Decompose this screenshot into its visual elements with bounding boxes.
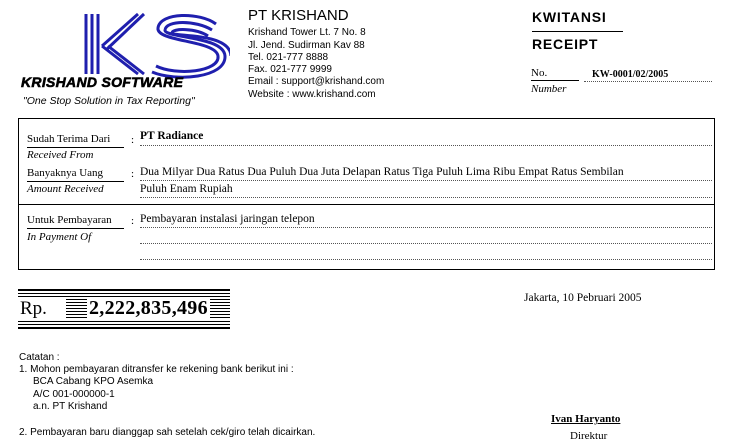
amount-in-words-line-1: Dua Milyar Dua Ratus Dua Puluh Dua Juta Delapan Ratus Tiga Puluh Lima Ribu Empat Ratus Sembilan — [140, 166, 624, 178]
label-underline — [27, 181, 124, 182]
note-bank-line: BCA Cabang KPO Asemka — [33, 376, 154, 387]
receipt-no-underline — [531, 80, 579, 81]
dotted-line — [140, 180, 712, 181]
dotted-line — [140, 227, 712, 228]
colon: : — [131, 215, 135, 227]
colon: : — [131, 134, 135, 146]
company-address-line: Krishand Tower Lt. 7 No. 8 — [248, 27, 366, 38]
note-line: 1. Mohon pembayaran ditransfer ke rekening bank berikut ini : — [19, 364, 294, 375]
dotted-line — [140, 243, 712, 244]
logo-wordmark: KRISHAND SOFTWARE — [21, 74, 184, 90]
receipt-title-id: KWITANSI — [532, 9, 607, 25]
colon: : — [131, 168, 135, 180]
receipt-number: KW-0001/02/2005 — [592, 69, 669, 80]
amount-label-en: Amount Received — [27, 183, 104, 195]
note-account-line: A/C 001-000000-1 — [33, 389, 115, 400]
received-from-label-en: Received From — [27, 149, 94, 161]
note-account-name-line: a.n. PT Krishand — [33, 401, 108, 412]
signer-role: Direktur — [570, 430, 608, 442]
amount-label-id: Banyaknya Uang — [27, 167, 104, 179]
company-email: Email : support@krishand.com — [248, 76, 385, 87]
currency-label: Rp. — [20, 298, 53, 320]
label-underline — [27, 228, 124, 229]
receipt-title-en: RECEIPT — [532, 36, 599, 52]
note-line: 2. Pembayaran baru dianggap sah setelah cek/giro telah dicairkan. — [19, 427, 316, 438]
amount-in-words-line-2: Puluh Enam Rupiah — [140, 183, 233, 195]
company-fax: Fax. 021-777 9999 — [248, 64, 332, 75]
payment-of-label-en: In Payment Of — [27, 231, 92, 243]
logo-tagline: "One Stop Solution in Tax Reporting" — [23, 95, 195, 107]
receipt-details-box — [18, 118, 715, 270]
received-from-value: PT Radiance — [140, 130, 204, 142]
amount-value: 2,222,835,496 — [89, 297, 208, 319]
label-underline — [27, 147, 124, 148]
receipt-no-label: No. — [531, 67, 548, 79]
dotted-line — [140, 197, 712, 198]
receipt-number-label: Number — [531, 83, 567, 95]
company-phone: Tel. 021-777 8888 — [248, 52, 329, 63]
payment-of-label-id: Untuk Pembayaran — [27, 214, 112, 226]
company-website: Website : www.krishand.com — [248, 89, 376, 100]
title-divider — [532, 31, 623, 32]
payment-of-value: Pembayaran instalasi jaringan telepon — [140, 213, 315, 225]
company-name: PT KRISHAND — [248, 7, 349, 24]
dotted-line — [140, 145, 712, 146]
place-date: Jakarta, 10 Pebruari 2005 — [524, 292, 642, 304]
section-divider — [19, 204, 714, 205]
receipt-number-dotted-line — [584, 81, 712, 82]
notes-heading: Catatan : — [19, 352, 60, 363]
dotted-line — [140, 259, 712, 260]
company-address-line: Jl. Jend. Sudirman Kav 88 — [248, 40, 365, 51]
received-from-label-id: Sudah Terima Dari — [27, 133, 111, 145]
signer-name: Ivan Haryanto — [551, 413, 621, 425]
